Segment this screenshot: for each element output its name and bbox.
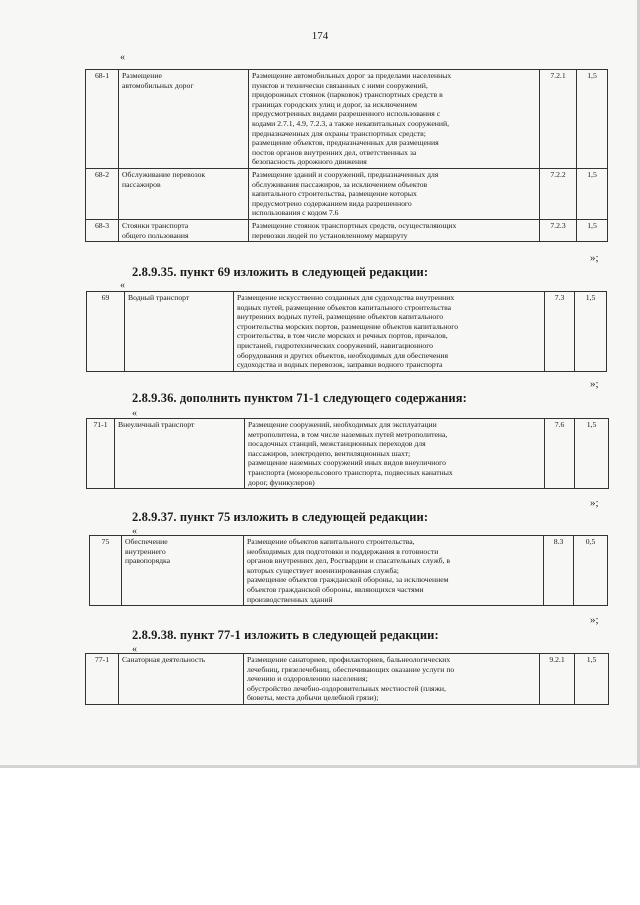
page-number: 174 (311, 30, 329, 42)
table-row (86, 219, 608, 241)
row-classifier-code: 7.2.2 (540, 168, 577, 219)
row-name: Внеуличный транспорт (115, 419, 245, 489)
land-use-table-77-1 (85, 653, 609, 705)
row-classifier-code: 9.2.1 (540, 654, 575, 705)
open-quote: « (132, 644, 137, 655)
row-code: 68-1 (86, 70, 119, 169)
row-description: Размещение зданий и сооружений, предназначенных для обслуживания пассажиров, за исключением объектов капитального строительства, размещение которых предусмотрено содержанием вида разрешенного использования с кодом 7.6 (249, 168, 540, 219)
close-mark: »; (590, 378, 599, 390)
table-row (86, 168, 608, 219)
row-classifier-code: 7.2.1 (540, 70, 577, 169)
row-code: 75 (90, 536, 122, 606)
section-heading: 2.8.9.35. пункт 69 изложить в следующей редакции: (132, 265, 429, 279)
close-mark: »; (590, 614, 599, 626)
row-code: 71-1 (87, 419, 115, 489)
row-code: 68-3 (86, 219, 119, 241)
table-row (86, 654, 609, 705)
row-code: 77-1 (86, 654, 119, 705)
row-code: 68-2 (86, 168, 119, 219)
row-code: 69 (87, 292, 125, 372)
row-classifier-code: 7.3 (545, 292, 575, 372)
row-description: Размещение сооружений, необходимых для эксплуатации метрополитена, в том числе наземных путей метрополитена, посадочных станций, межстанционных переходов для пассажиров, электродепо, вентиляционных шахт; размещение наземных сооружений иных видов внеуличного транспорта (монорельсового транспорта, подвесных канатных дорог, фуникулеров) (245, 419, 545, 489)
row-coefficient: 1,5 (577, 219, 608, 241)
table-row (87, 292, 607, 372)
row-coefficient: 1,5 (575, 292, 607, 372)
row-classifier-code: 7.2.3 (540, 219, 577, 241)
land-use-table-75 (89, 535, 608, 606)
section-heading: 2.8.9.37. пункт 75 изложить в следующей редакции: (132, 510, 429, 524)
land-use-table-71-1 (86, 418, 609, 489)
row-name: Стоянки транспорта общего пользования (119, 219, 249, 241)
row-name: Обслуживание перевозок пассажиров (119, 168, 249, 219)
row-name: Санаторная деятельность (119, 654, 244, 705)
row-coefficient: 1,5 (575, 654, 609, 705)
close-mark: »; (590, 252, 599, 264)
land-use-table-68 (85, 69, 608, 242)
row-description: Размещение искусственно созданных для судоходства внутренних водных путей, размещение объектов капитального строительства внутренних водных путей, размещение объектов капитального строительства морских портов, размещение объектов капитального строительства, в том числе морских и речных портов, причалов, пристаней, гидротехнических сооружений, навигационного оборудования и других объектов, необходимых для обеспечения судоходства и водных перевозок, заправки водного транспорта (234, 292, 545, 372)
table-row (87, 419, 609, 489)
row-classifier-code: 8.3 (544, 536, 574, 606)
open-quote: « (132, 526, 137, 537)
open-quote: « (132, 408, 137, 419)
row-coefficient: 1,5 (575, 419, 609, 489)
section-heading: 2.8.9.36. дополнить пунктом 71-1 следующего содержания: (132, 391, 467, 405)
row-coefficient: 0,5 (574, 536, 608, 606)
row-name: Водный транспорт (125, 292, 234, 372)
open-quote: « (120, 280, 125, 291)
table-row (90, 536, 608, 606)
open-quote: « (120, 52, 125, 63)
section-heading: 2.8.9.38. пункт 77-1 изложить в следующей редакции: (132, 628, 439, 642)
land-use-table-69 (86, 291, 607, 372)
row-description: Размещение объектов капитального строительства, необходимых для подготовки и поддержания в готовности органов внутренних дел, Росгвардии и спасательных служб, в которых существует военизированная служба; размещение объектов гражданской обороны, за исключением объектов гражданской обороны, являющихся частями производственных зданий (244, 536, 544, 606)
close-mark: »; (590, 497, 599, 509)
row-classifier-code: 7.6 (545, 419, 575, 489)
row-name: Размещение автомобильных дорог (119, 70, 249, 169)
row-name: Обеспечение внутреннего правопорядка (122, 536, 244, 606)
table-row (86, 70, 608, 169)
row-description: Размещение санаториев, профилакториев, бальнеологических лечебниц, грязелечебниц, обеспечивающих оказание услуги по лечению и оздоровлению населения; обустройство лечебно-оздоровительных местностей (пляжи, бюветы, места добычи целебной грязи); (244, 654, 540, 705)
row-description: Размещение стоянок транспортных средств, осуществляющих перевозки людей по установленному маршруту (249, 219, 540, 241)
row-coefficient: 1,5 (577, 168, 608, 219)
row-description: Размещение автомобильных дорог за пределами населенных пунктов и технически связанных с ними сооружений, придорожных стоянок (парковок) транспортных средств в границах городских улиц и дорог, за исключением предусмотренных видами разрешенного использования с кодами 2.7.1, 4.9, 7.2.3, а также некапитальных сооружений, предназначенных для охраны транспортных средств; размещение объектов, предназначенных для размещения постов органов внутренних дел, ответственных за безопасность дорожного движения (249, 70, 540, 169)
row-coefficient: 1,5 (577, 70, 608, 169)
